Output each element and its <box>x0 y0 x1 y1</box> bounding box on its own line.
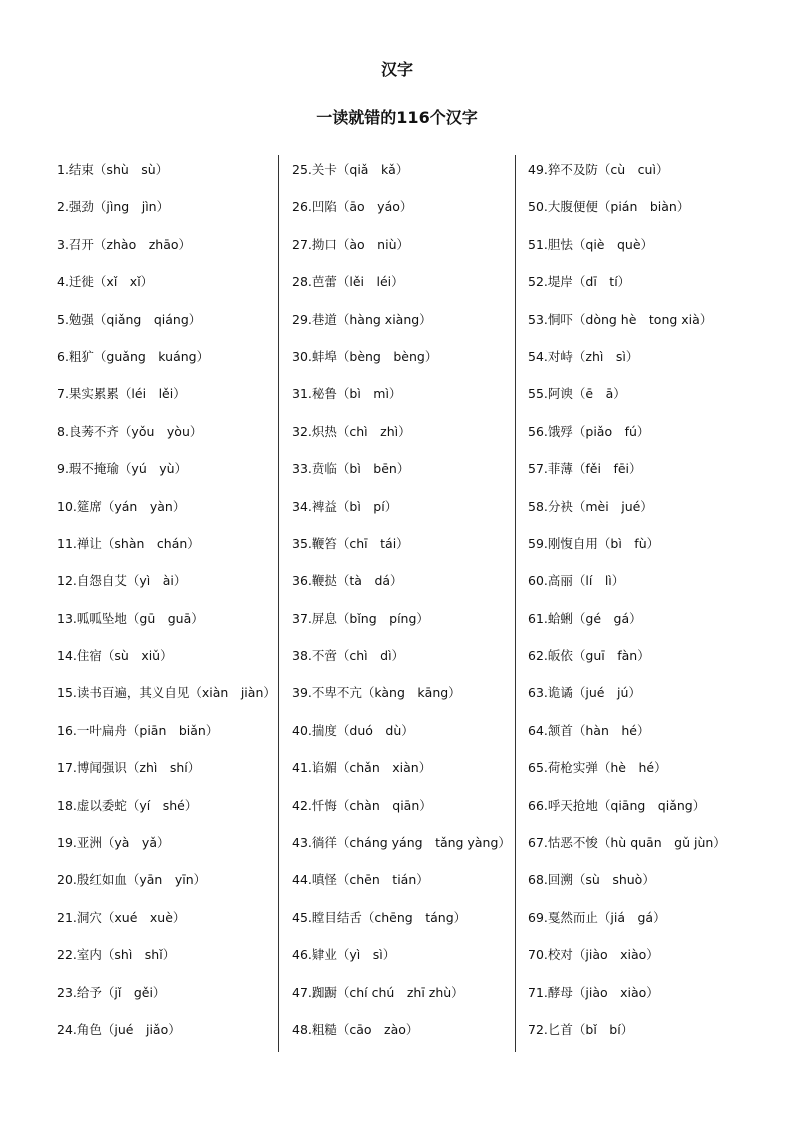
list-item: 26.凹陷（āo yáo） <box>292 199 413 215</box>
list-item: 61.蛤蜊（gé gá） <box>528 610 642 626</box>
list-item: 43.徜徉（cháng yáng tǎng yàng） <box>292 835 511 851</box>
list-item: 23.给予（jǐ gěi） <box>57 984 166 1000</box>
list-item: 2.强劲（jìng jìn） <box>57 199 170 215</box>
page-subtitle: 一读就错的116个汉字 <box>316 108 478 127</box>
list-item: 65.荷枪实弹（hè hé） <box>528 760 667 776</box>
list-item: 50.大腹便便（pián biàn） <box>528 199 690 215</box>
list-item: 22.室内（shì shǐ） <box>57 947 176 963</box>
list-item: 5.勉强（qiǎng qiáng） <box>57 311 202 327</box>
list-item: 1.结束（shù sù） <box>57 162 169 177</box>
list-item: 41.谄媚（chǎn xiàn） <box>292 760 432 776</box>
entry-column-3 <box>528 160 764 1057</box>
list-item: 32.炽热（chì zhì） <box>292 423 411 439</box>
list-item: 72.匕首（bǐ bí） <box>528 1021 634 1037</box>
list-item: 49.猝不及防（cù cuì） <box>528 162 669 177</box>
list-item: 52.堤岸（dī tí） <box>528 274 631 290</box>
list-item: 54.对峙（zhì sì） <box>528 348 639 364</box>
list-item: 59.刚愎自用（bì fù） <box>528 535 660 551</box>
list-item: 15.读书百遍，其义自见（xiàn jiàn） <box>57 685 276 701</box>
list-item: 38.不啻（chì dì） <box>292 648 405 664</box>
list-item: 24.角色（jué jiǎo） <box>57 1021 181 1037</box>
list-item: 19.亚洲（yà yǎ） <box>57 835 170 851</box>
list-item: 14.住宿（sù xiǔ） <box>57 648 173 664</box>
list-item: 53.恫吓（dòng hè tong xià） <box>528 311 713 327</box>
list-item: 9.瑕不掩瑜（yú yù） <box>57 461 188 477</box>
list-item: 35.鞭笞（chī tái） <box>292 535 409 551</box>
list-item: 63.诡谲（jué jú） <box>528 685 641 701</box>
list-item: 55.阿谀（ē ā） <box>528 386 626 402</box>
list-item: 69.戛然而止（jiá gá） <box>528 909 666 925</box>
list-item: 25.关卡（qiǎ kǎ） <box>292 162 409 177</box>
list-item: 47.踟蹰（chí chú zhī zhù） <box>292 984 464 1000</box>
list-item: 7.果实累累（léi lěi） <box>57 386 186 402</box>
list-item: 39.不卑不亢（kàng kāng） <box>292 685 461 701</box>
list-item: 8.良莠不齐（yǒu yòu） <box>57 423 203 439</box>
list-item: 66.呼天抢地（qiāng qiǎng） <box>528 797 706 813</box>
list-item: 27.拗口（ào niù） <box>292 236 410 252</box>
list-item: 29.巷道（hàng xiàng） <box>292 311 432 327</box>
entry-column-1 <box>57 160 275 1057</box>
list-item: 6.粗犷（guǎng kuáng） <box>57 348 210 364</box>
column-divider <box>515 155 516 1052</box>
list-item: 56.饿殍（piǎo fú） <box>528 423 650 439</box>
list-item: 28.芭蕾（lěi léi） <box>292 274 404 290</box>
list-item: 62.皈依（guī fàn） <box>528 648 650 664</box>
list-item: 18.虚以委蛇（yí shé） <box>57 797 198 813</box>
list-item: 67.怙恶不悛（hù quān gǔ jùn） <box>528 835 726 851</box>
list-item: 16.一叶扁舟（piān biǎn） <box>57 722 219 738</box>
list-item: 37.屏息（bǐng píng） <box>292 610 429 626</box>
list-item: 68.回溯（sù shuò） <box>528 872 655 888</box>
list-item: 13.呱呱坠地（gū guā） <box>57 610 204 626</box>
list-item: 10.筵席（yán yàn） <box>57 498 186 514</box>
list-item: 48.粗糙（cāo zào） <box>292 1021 419 1037</box>
list-item: 21.洞穴（xué xuè） <box>57 909 186 925</box>
list-item: 34.裨益（bì pí） <box>292 498 398 514</box>
list-item: 17.博闻强识（zhì shí） <box>57 760 201 776</box>
list-item: 45.瞠目结舌（chēng táng） <box>292 909 467 925</box>
list-item: 70.校对（jiào xiào） <box>528 947 659 963</box>
list-item: 40.揣度（duó dù） <box>292 722 414 738</box>
list-item: 44.嗔怪（chēn tián） <box>292 872 429 888</box>
list-item: 31.秘鲁（bì mì） <box>292 386 402 402</box>
entry-column-2 <box>292 160 514 1057</box>
list-item: 71.酵母（jiào xiào） <box>528 984 659 1000</box>
list-item: 20.殷红如血（yān yīn） <box>57 872 207 888</box>
list-item: 30.蚌埠（bèng bèng） <box>292 348 438 364</box>
list-item: 33.贲临（bì bēn） <box>292 461 410 477</box>
list-item: 3.召开（zhào zhāo） <box>57 236 192 252</box>
list-item: 46.肄业（yì sì） <box>292 947 396 963</box>
list-item: 4.迁徙（xǐ xǐ） <box>57 274 154 290</box>
list-item: 64.颔首（hàn hé） <box>528 722 650 738</box>
list-item: 57.菲薄（fěi fēi） <box>528 461 642 477</box>
list-item: 36.鞭挞（tà dá） <box>292 573 403 589</box>
list-item: 58.分袂（mèi jué） <box>528 498 653 514</box>
list-item: 42.忏悔（chàn qiān） <box>292 797 432 813</box>
list-item: 11.禅让（shàn chán） <box>57 535 200 551</box>
page-title: 汉字 <box>380 60 413 79</box>
column-divider <box>278 155 279 1052</box>
list-item: 60.高丽（lí lì） <box>528 573 625 589</box>
list-item: 12.自怨自艾（yì ài） <box>57 573 187 589</box>
list-item: 51.胆怯（qiè què） <box>528 236 654 252</box>
